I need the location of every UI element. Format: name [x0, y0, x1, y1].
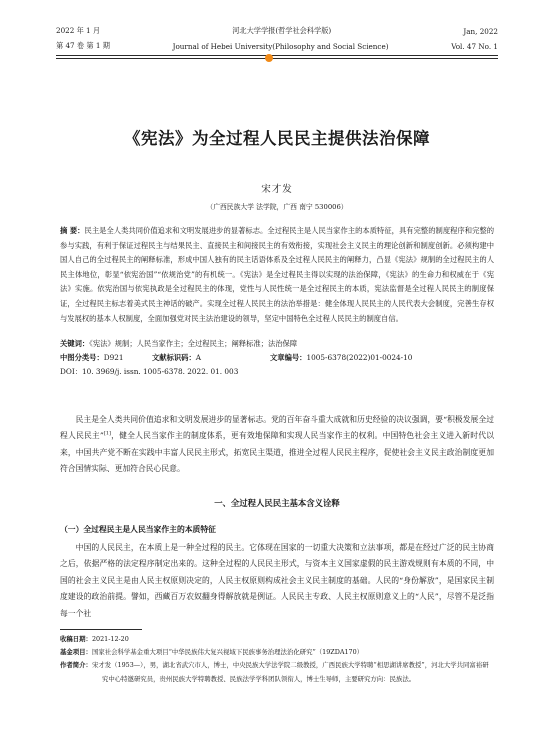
author-name: 宋才发: [261, 184, 293, 195]
clc-value: D921: [103, 353, 124, 362]
footnotes: [60, 633, 494, 686]
author-bio: [60, 659, 494, 685]
doi: DOI：10. 3969/j. issn. 1005-6378. 2022. 01. 003: [60, 367, 239, 376]
document-code: [152, 352, 270, 364]
abstract: [60, 224, 494, 326]
intro-text-b: ，健全人民当家作主的制度体系，更有效地保障和实现人民当家作主的权利。中国特色社会主义进入新时代以来，中国共产党不断在实践中丰富人民民主形式，拓宽民主渠道，推进全过程人民民主程序，促使社会主义民主政治制度更加符合国情实际、更加符合民心民意。: [60, 431, 494, 474]
journal-name-cn: 河北大学学报(哲学社会科学版): [232, 26, 332, 35]
volume-issue-en: Vol. 47 No. 1: [451, 41, 498, 51]
classification-row: [60, 352, 494, 364]
fund-project: [60, 646, 494, 659]
author-bio-value: 宋才发（1953—），男，湖北省武穴市人，博士，中央民族大学法学院二级教授，广西民族大学特聘“相思湖讲席教授”，河北大学共同富裕研究中心特邀研究员，贵州民族大学特聘教授、民族法学学科团队领衔人，博士生导师，主要研究方向：民族法。: [91, 661, 489, 683]
header-accent-dot-icon: [265, 54, 273, 62]
footnote-rule: [60, 629, 142, 630]
article-no-value: 1005-6378(2022)01-0024-10: [306, 353, 413, 362]
doc-code-label: 文献标识码：: [152, 353, 196, 362]
header-rule-thin: [56, 58, 498, 59]
running-header-top: [56, 26, 498, 36]
fund-value: 国家社会科学基金重大项目“中华民族伟大复兴视域下民族事务治理法治化研究”（19ZDA170）: [91, 648, 364, 657]
doc-code-value: A: [195, 353, 202, 362]
keywords-text: 《宪法》规制；人民当家作主；全过程民主；阐释标准；法治保障: [89, 339, 298, 348]
journal-name-en: Journal of Hebei University(Philosophy and Social Science): [172, 41, 389, 51]
issue-date-en: Jan, 2022: [463, 26, 498, 36]
intro-paragraph: [60, 412, 494, 478]
received-date: [60, 633, 494, 646]
body-paragraph: 中国的人民民主，在本质上是一种全过程的民主。它体现在国家的一切重大决策和立法事项，都是在经过广泛的民主协商之后，依据严格的法定程序制定出来的。这种全过程的人民民主形式，与资本主义国家虚假的民主游戏规则有本质的不同，中国的社会主义民主是由人民主权原则决定的，人民主权原则构成社会主义民主制度的基础。人民的“身份解放”，是国家民主制度建设的政治前提。譬如，西藏百万农奴翻身得解放就是例证。人民民主专政、人民主权原则意义上的“人民”，尽管不是泛指每一个社: [60, 543, 494, 618]
article-title: 《宪法》为全过程人民民主提供法治保障: [124, 129, 430, 148]
issue-date-cn: 2022 年 1 月: [56, 26, 101, 35]
received-label: 收稿日期：: [60, 635, 92, 643]
keywords-label: 关键词：: [60, 339, 90, 348]
clc-code: [60, 352, 152, 364]
subsection-heading: （一）全过程民主是人民当家作主的本质特征: [60, 525, 216, 534]
author-affiliation: （广西民族大学 法学院，广西 南宁 530006）: [206, 203, 348, 211]
article-no-label: 文章编号：: [270, 353, 307, 362]
header-rule: [56, 55, 498, 56]
abstract-text: 民主是全人类共同价值追求和文明发展进步的显著标志。全过程民主是人民当家作主的本质特征，具有完整的制度程序和完整的参与实践，有利于保证过程民主与结果民主、直接民主和间接民主的有效衔接，实现社会主义民主的理论创新和制度创新。必须构建中国人自己的全过程民主的阐释标准，形成中国人独有的民主话语体系及全过程人民民主的阐释力，凸显《宪法》规制的全过程民主的人民主体地位，彰显“依宪治国”“依规治党”的有机统一。《宪法》是全过程民主得以实现的法治保障，《宪法》的生命力和权威在于《宪法》实施。依宪治国与依宪执政是全过程民主的体现，党性与人民性统一是全过程民主的本质，宪法监督是全过程人民民主的制度保证，全过程民主标志着美式民主神话的破产。实现全过程人民民主的法治举措是：健全体现人民民主的人民代表大会制度，完善生存权与发展权的基本人权制度，全面加强党对民主法治建设的领导，坚定中国特色全过程人民民主的制度自信。: [60, 226, 494, 323]
section-heading: 一、全过程人民民主基本含义诠释: [214, 498, 340, 508]
clc-label: 中图分类号：: [60, 353, 104, 362]
keywords: [60, 338, 494, 350]
intro-text-a: 民主是全人类共同价值追求和文明发展进步的显著标志。党的百年奋斗重大成就和历史经验的决议强调，要“积极发展全过程人民民主”: [60, 415, 494, 441]
running-header-bottom: [56, 41, 498, 51]
volume-issue-cn: 第 47 卷 第 1 期: [56, 41, 110, 50]
fund-label: 基金项目：: [60, 648, 92, 657]
author-bio-label: 作者简介：: [60, 661, 92, 670]
article-number: [270, 352, 412, 364]
citation-marker: [1]: [103, 430, 111, 437]
received-value: 2021-12-20: [91, 635, 129, 643]
abstract-label: 摘 要：: [60, 226, 85, 235]
